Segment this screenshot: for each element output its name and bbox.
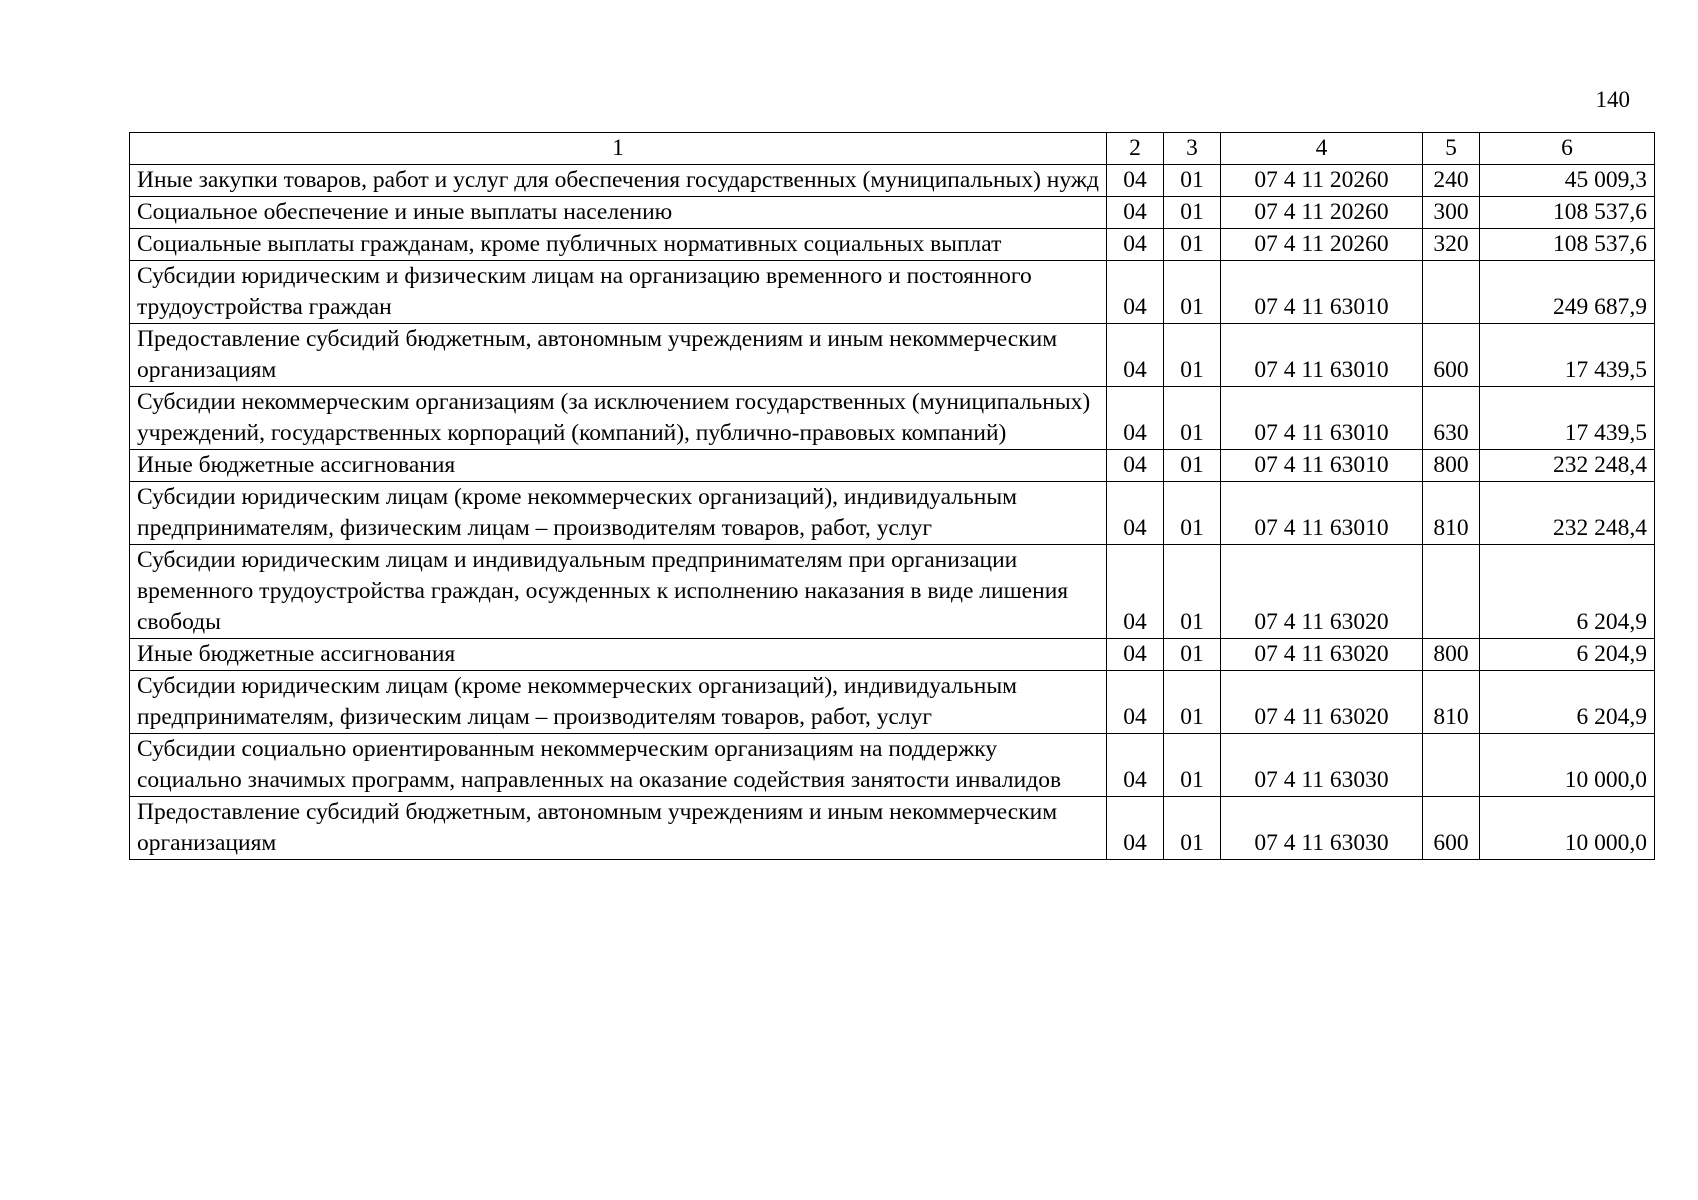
cell-section: 04	[1107, 671, 1164, 734]
cell-subsection: 01	[1164, 229, 1221, 261]
cell-amount: 10 000,0	[1480, 734, 1655, 797]
cell-subsection: 01	[1164, 197, 1221, 229]
cell-section: 04	[1107, 197, 1164, 229]
table-row	[130, 261, 1655, 324]
cell-amount: 10 000,0	[1480, 797, 1655, 860]
table-row	[130, 165, 1655, 197]
header-col-2: 2	[1107, 133, 1164, 165]
cell-subsection: 01	[1164, 639, 1221, 671]
cell-amount: 6 204,9	[1480, 639, 1655, 671]
table-row	[130, 229, 1655, 261]
cell-expense-type	[1423, 734, 1480, 797]
cell-section: 04	[1107, 387, 1164, 450]
cell-subsection: 01	[1164, 165, 1221, 197]
cell-subsection: 01	[1164, 261, 1221, 324]
cell-name: Субсидии юридическим лицам и индивидуальным предпринимателям при организации временного трудоустройства граждан, осужденных к исполнению наказания в виде лишения свободы	[130, 545, 1107, 639]
cell-expense-type: 240	[1423, 165, 1480, 197]
cell-name: Предоставление субсидий бюджетным, автономным учреждениям и иным некоммерческим организациям	[130, 797, 1107, 860]
cell-name: Субсидии юридическим и физическим лицам на организацию временного и постоянного трудоустройства граждан	[130, 261, 1107, 324]
table-row	[130, 450, 1655, 482]
table-row	[130, 734, 1655, 797]
cell-name: Социальные выплаты гражданам, кроме публичных нормативных социальных выплат	[130, 229, 1107, 261]
cell-target: 07 4 11 63010	[1221, 482, 1423, 545]
cell-amount: 17 439,5	[1480, 324, 1655, 387]
cell-amount: 232 248,4	[1480, 482, 1655, 545]
table-row	[130, 482, 1655, 545]
cell-name: Субсидии некоммерческим организациям (за исключением государственных (муниципальных) учреждений, государственных корпораций (компаний), публично-правовых компаний)	[130, 387, 1107, 450]
header-col-1: 1	[130, 133, 1107, 165]
cell-name: Иные закупки товаров, работ и услуг для обеспечения государственных (муниципальных) нужд	[130, 165, 1107, 197]
cell-expense-type: 320	[1423, 229, 1480, 261]
cell-subsection: 01	[1164, 545, 1221, 639]
cell-target: 07 4 11 63010	[1221, 324, 1423, 387]
table-row	[130, 639, 1655, 671]
cell-expense-type: 300	[1423, 197, 1480, 229]
cell-name: Иные бюджетные ассигнования	[130, 450, 1107, 482]
cell-amount: 108 537,6	[1480, 229, 1655, 261]
cell-section: 04	[1107, 734, 1164, 797]
cell-section: 04	[1107, 545, 1164, 639]
cell-target: 07 4 11 63020	[1221, 545, 1423, 639]
cell-section: 04	[1107, 324, 1164, 387]
table-row	[130, 671, 1655, 734]
cell-subsection: 01	[1164, 482, 1221, 545]
cell-subsection: 01	[1164, 324, 1221, 387]
cell-expense-type: 600	[1423, 324, 1480, 387]
cell-name: Иные бюджетные ассигнования	[130, 639, 1107, 671]
cell-expense-type: 800	[1423, 639, 1480, 671]
cell-subsection: 01	[1164, 450, 1221, 482]
table-header-row	[130, 133, 1655, 165]
cell-amount: 232 248,4	[1480, 450, 1655, 482]
cell-subsection: 01	[1164, 797, 1221, 860]
header-col-5: 5	[1423, 133, 1480, 165]
cell-name: Предоставление субсидий бюджетным, автономным учреждениям и иным некоммерческим организациям	[130, 324, 1107, 387]
cell-target: 07 4 11 63020	[1221, 639, 1423, 671]
budget-table	[129, 132, 1655, 860]
cell-target: 07 4 11 20260	[1221, 229, 1423, 261]
header-col-4: 4	[1221, 133, 1423, 165]
table-row	[130, 324, 1655, 387]
cell-target: 07 4 11 63010	[1221, 387, 1423, 450]
cell-section: 04	[1107, 482, 1164, 545]
cell-target: 07 4 11 63030	[1221, 797, 1423, 860]
cell-target: 07 4 11 63010	[1221, 261, 1423, 324]
cell-target: 07 4 11 20260	[1221, 165, 1423, 197]
cell-target: 07 4 11 63010	[1221, 450, 1423, 482]
cell-expense-type: 800	[1423, 450, 1480, 482]
cell-target: 07 4 11 63020	[1221, 671, 1423, 734]
header-col-3: 3	[1164, 133, 1221, 165]
cell-expense-type: 630	[1423, 387, 1480, 450]
cell-target: 07 4 11 63030	[1221, 734, 1423, 797]
cell-section: 04	[1107, 165, 1164, 197]
cell-name: Субсидии социально ориентированным некоммерческим организациям на поддержку социально значимых программ, направленных на оказание содействия занятости инвалидов	[130, 734, 1107, 797]
page-number: 140	[1595, 87, 1630, 112]
cell-expense-type	[1423, 545, 1480, 639]
cell-amount: 45 009,3	[1480, 165, 1655, 197]
header-col-6: 6	[1480, 133, 1655, 165]
cell-section: 04	[1107, 229, 1164, 261]
cell-section: 04	[1107, 261, 1164, 324]
table-row	[130, 387, 1655, 450]
cell-name: Социальное обеспечение и иные выплаты населению	[130, 197, 1107, 229]
cell-subsection: 01	[1164, 387, 1221, 450]
cell-expense-type: 810	[1423, 482, 1480, 545]
cell-section: 04	[1107, 450, 1164, 482]
cell-expense-type: 600	[1423, 797, 1480, 860]
cell-section: 04	[1107, 797, 1164, 860]
cell-amount: 17 439,5	[1480, 387, 1655, 450]
table-row	[130, 797, 1655, 860]
cell-amount: 6 204,9	[1480, 545, 1655, 639]
cell-expense-type	[1423, 261, 1480, 324]
cell-subsection: 01	[1164, 734, 1221, 797]
cell-amount: 249 687,9	[1480, 261, 1655, 324]
cell-subsection: 01	[1164, 671, 1221, 734]
cell-name: Субсидии юридическим лицам (кроме некоммерческих организаций), индивидуальным предпринимателям, физическим лицам – производителям товаров, работ, услуг	[130, 671, 1107, 734]
cell-expense-type: 810	[1423, 671, 1480, 734]
table-row	[130, 545, 1655, 639]
cell-target: 07 4 11 20260	[1221, 197, 1423, 229]
cell-amount: 6 204,9	[1480, 671, 1655, 734]
cell-section: 04	[1107, 639, 1164, 671]
cell-amount: 108 537,6	[1480, 197, 1655, 229]
table-row	[130, 197, 1655, 229]
cell-name: Субсидии юридическим лицам (кроме некоммерческих организаций), индивидуальным предпринимателям, физическим лицам – производителям товаров, работ, услуг	[130, 482, 1107, 545]
